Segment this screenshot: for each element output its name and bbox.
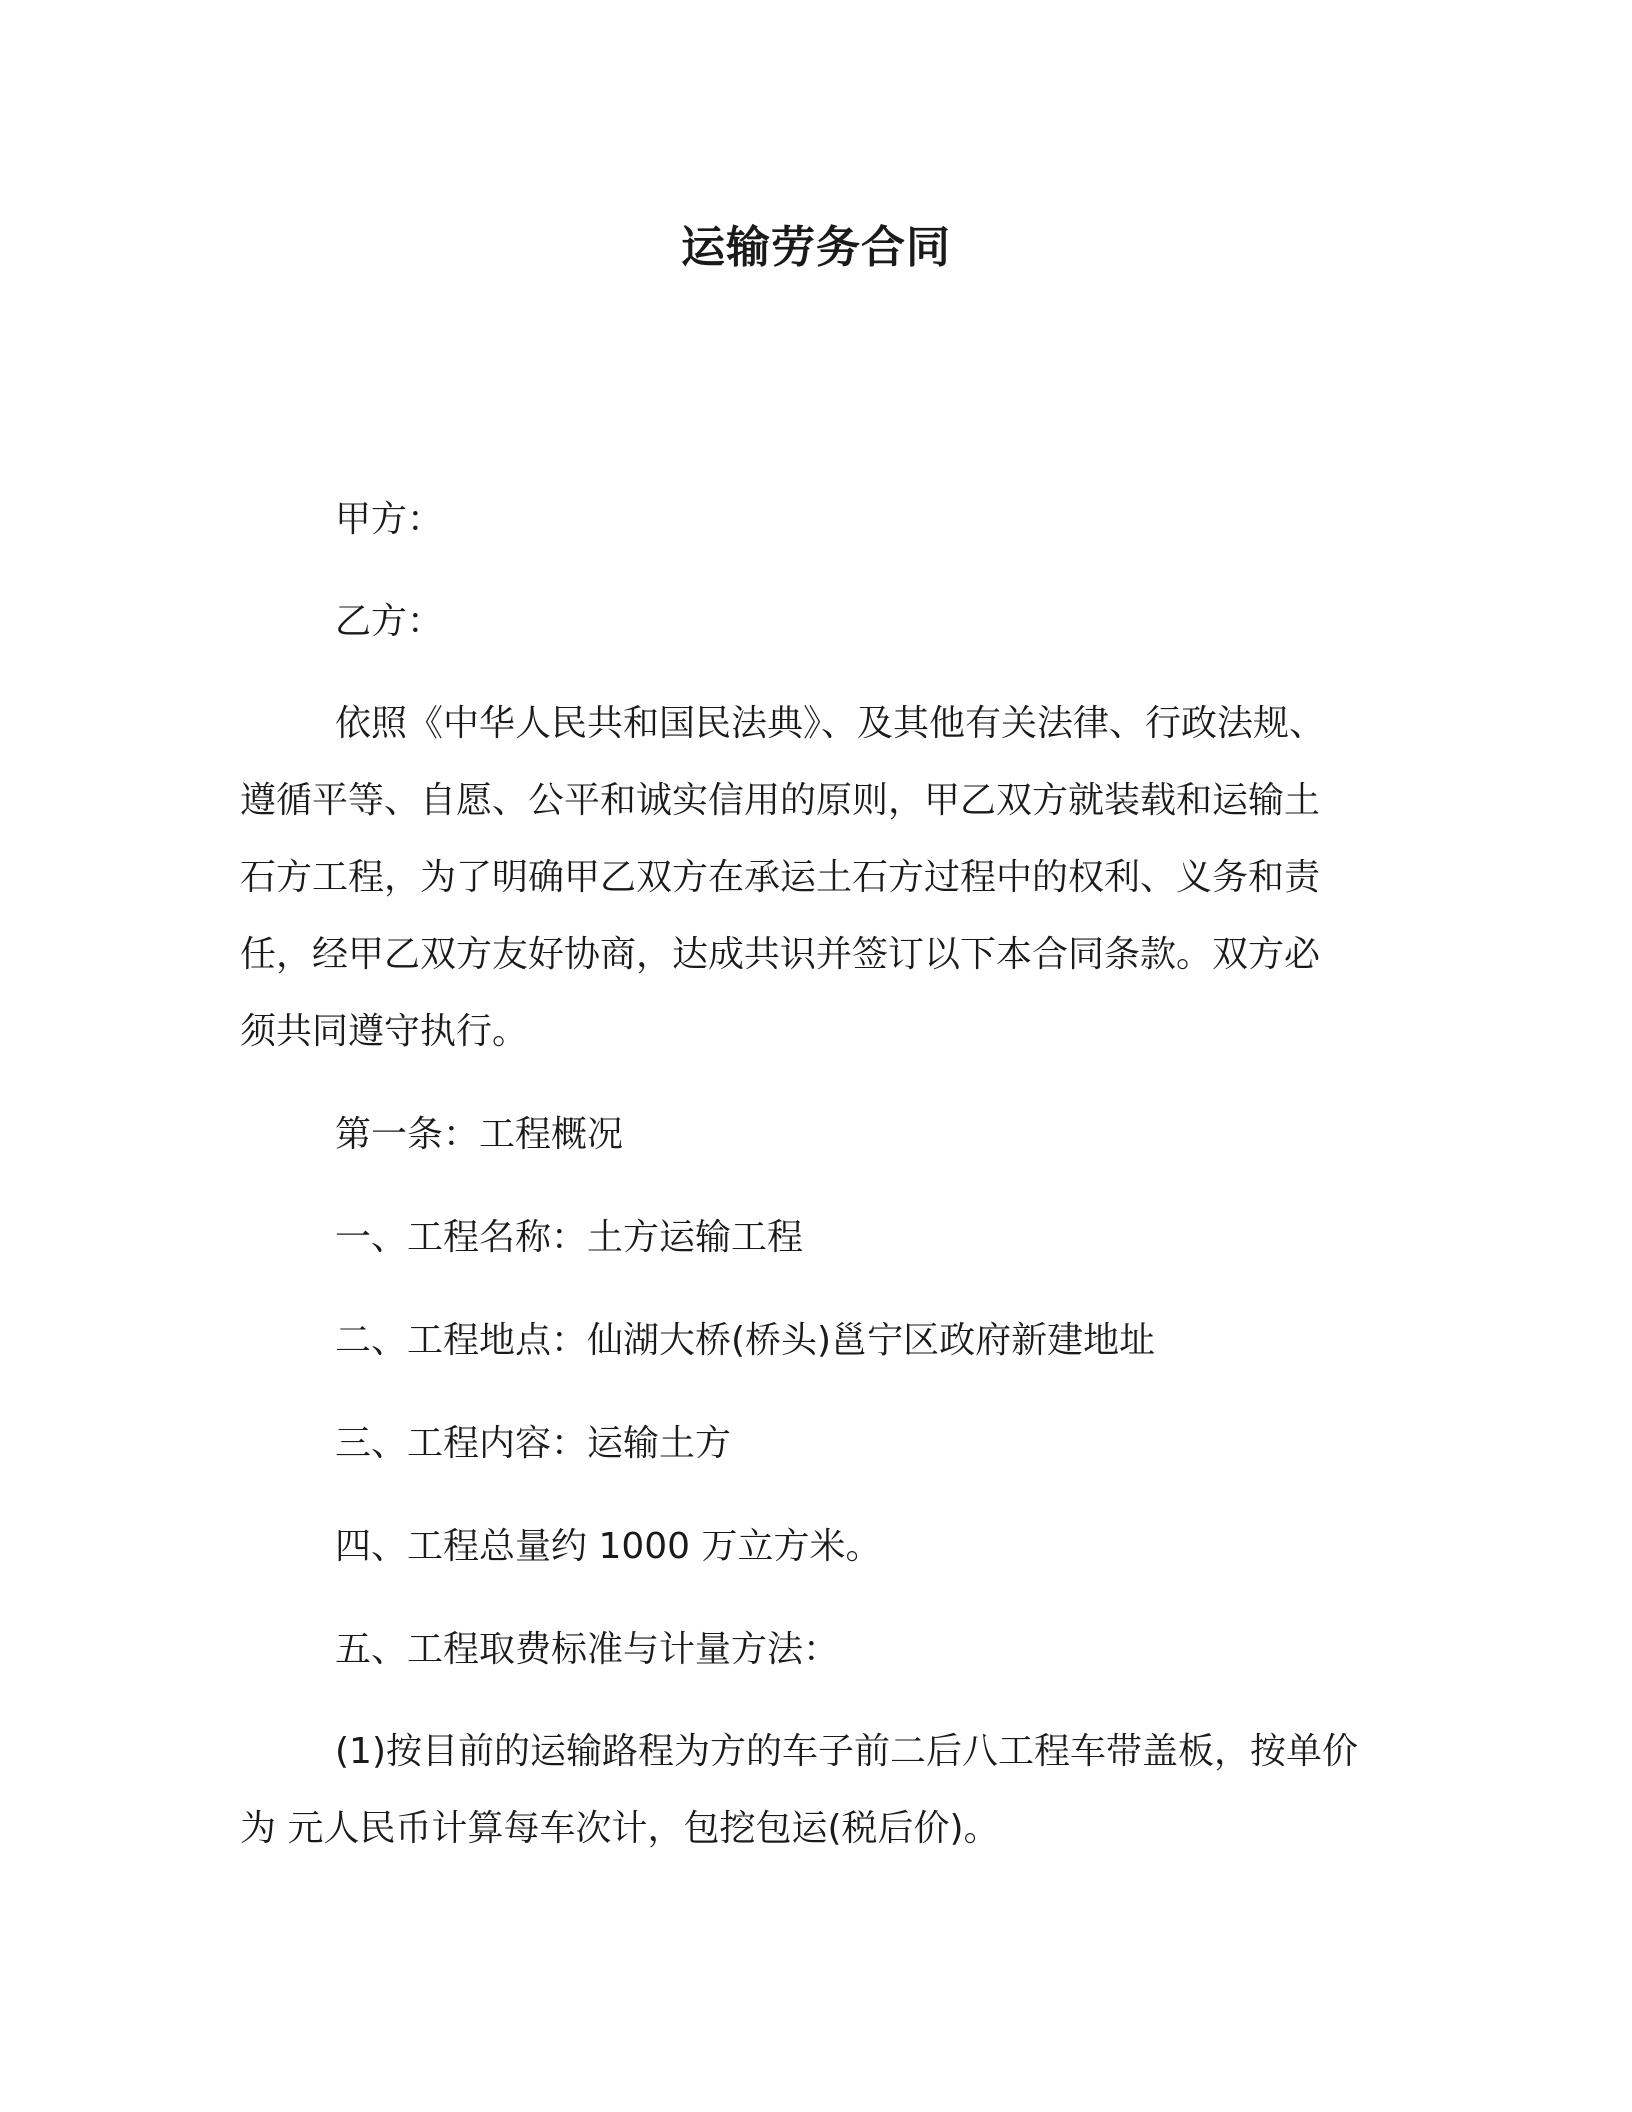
project-item: 二、工程地点：仙湖大桥(桥头)邕宁区政府新建地址 [335, 1320, 1156, 1361]
preamble-line: 遵循平等、自愿、公平和诚实信用的原则，甲乙双方就装载和运输土 [240, 780, 1321, 821]
party-b-label: 乙方： [335, 601, 444, 642]
project-item: 五、工程取费标准与计量方法： [335, 1629, 840, 1670]
project-item: 三、工程内容：运输土方 [335, 1423, 732, 1464]
project-item: 一、工程名称：土方运输工程 [335, 1217, 804, 1258]
preamble-line: 依照《中华人民共和国民法典》、及其他有关法律、行政法规、 [335, 703, 1326, 744]
article-1-heading: 第一条：工程概况 [335, 1114, 624, 1155]
document-title: 运输劳务合同 [681, 222, 951, 273]
preamble-line: 石方工程，为了明确甲乙双方在承运土石方过程中的权利、义务和责 [240, 857, 1321, 898]
preamble-line: 须共同遵守执行。 [240, 1011, 529, 1052]
clause-line: 为 元人民币计算每车次计，包挖包运(税后价)。 [240, 1808, 1000, 1849]
preamble-line: 任，经甲乙双方友好协商，达成共识并签订以下本合同条款。双方必 [240, 934, 1321, 975]
clause-line: (1)按目前的运输路程为方的车子前二后八工程车带盖板，按单价 [335, 1731, 1358, 1772]
party-a-label: 甲方： [335, 499, 444, 540]
project-item: 四、工程总量约 1000 万立方米。 [335, 1526, 882, 1567]
